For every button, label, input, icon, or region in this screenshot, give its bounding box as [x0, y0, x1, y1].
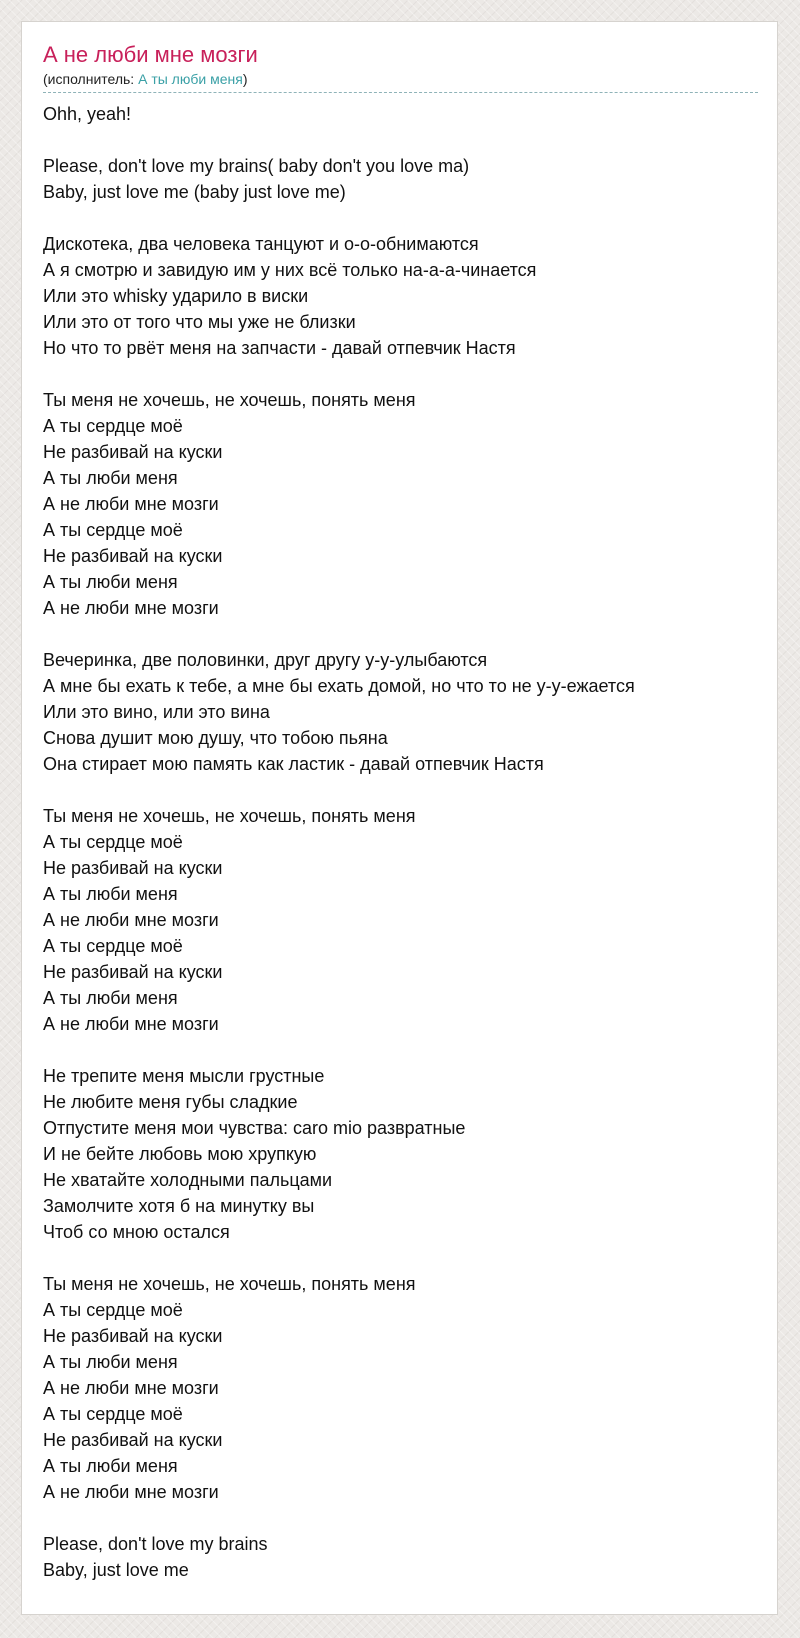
lyrics-line: Ты меня не хочешь, не хочешь, понять меня — [43, 390, 416, 410]
lyrics-line: Чтоб со мною остался — [43, 1222, 230, 1242]
artist-prefix: (исполнитель: — [43, 71, 139, 87]
artist-link[interactable]: А ты люби меня — [138, 71, 243, 87]
lyrics-line: А не люби мне мозги — [43, 1014, 219, 1034]
lyrics-line: Не разбивай на куски — [43, 1430, 223, 1450]
lyrics-line: А ты сердце моё — [43, 936, 183, 956]
lyrics-card — [21, 21, 778, 1615]
lyrics-line: Но что то рвёт меня на запчасти - давай отпевчик Настя — [43, 338, 516, 358]
lyrics-line: А не люби мне мозги — [43, 910, 219, 930]
lyrics-line: Не разбивай на куски — [43, 442, 223, 462]
lyrics-line: Вечеринка, две половинки, друг другу у-у-улыбаются — [43, 650, 488, 670]
lyrics-line: А не люби мне мозги — [43, 598, 219, 618]
page-title: А не люби мне мозги — [43, 42, 258, 67]
lyrics-line: Не разбивай на куски — [43, 858, 223, 878]
lyrics-line: Baby, just love me (baby just love me) — [43, 182, 346, 202]
lyrics-line: Она стирает мою память как ластик - давай отпевчик Настя — [43, 754, 544, 774]
lyrics-stanza — [43, 387, 758, 621]
lyrics-line: А ты сердце моё — [43, 1300, 183, 1320]
lyrics-line: Не хватайте холодными пальцами — [43, 1170, 333, 1190]
song-header — [43, 41, 758, 93]
lyrics-stanza — [43, 1271, 758, 1505]
lyrics-line: А не люби мне мозги — [43, 1482, 219, 1502]
lyrics-line: А ты люби меня — [43, 884, 178, 904]
lyrics-line: Замолчите хотя б на минутку вы — [43, 1196, 315, 1216]
lyrics-line: Baby, just love me — [43, 1560, 189, 1580]
lyrics-line: А не люби мне мозги — [43, 1378, 219, 1398]
lyrics-line: А ты люби меня — [43, 1352, 178, 1372]
lyrics-stanza — [43, 1063, 758, 1245]
lyrics-line: А ты люби меня — [43, 1456, 178, 1476]
lyrics-line: Или это вино, или это вина — [43, 702, 270, 722]
lyrics-line: Или это whisky ударило в виски — [43, 286, 309, 306]
lyrics-line: А ты сердце моё — [43, 1404, 183, 1424]
lyrics-line: Ты меня не хочешь, не хочешь, понять меня — [43, 1274, 416, 1294]
lyrics-line: И не бейте любовь мою хрупкую — [43, 1144, 317, 1164]
lyrics-line: Please, don't love my brains — [43, 1534, 268, 1554]
lyrics-line: Ohh, yeah! — [43, 104, 132, 124]
lyrics-line: А ты сердце моё — [43, 832, 183, 852]
lyrics-line: А я смотрю и завидую им у них всё только на-а-а-чинается — [43, 260, 537, 280]
lyrics-line: А не люби мне мозги — [43, 494, 219, 514]
lyrics-line: А ты люби меня — [43, 988, 178, 1008]
lyrics-line: А ты сердце моё — [43, 520, 183, 540]
lyrics-line: Или это от того что мы уже не близки — [43, 312, 356, 332]
lyrics-line: Дискотека, два человека танцуют и о-о-обнимаются — [43, 234, 479, 254]
lyrics-stanza — [43, 803, 758, 1037]
lyrics-stanza — [43, 153, 758, 205]
lyrics-line: Please, don't love my brains( baby don't you love ma) — [43, 156, 470, 176]
lyrics-line: А ты люби меня — [43, 572, 178, 592]
lyrics-stanza — [43, 1531, 758, 1583]
lyrics-line: Не трепите меня мысли грустные — [43, 1066, 325, 1086]
lyrics-line: Не разбивай на куски — [43, 1326, 223, 1346]
artist-line — [43, 70, 247, 88]
lyrics-line: Не любите меня губы сладкие — [43, 1092, 298, 1112]
lyrics-text — [43, 101, 758, 1609]
lyrics-stanza — [43, 101, 758, 127]
lyrics-line: Ты меня не хочешь, не хочешь, понять меня — [43, 806, 416, 826]
lyrics-line: А ты сердце моё — [43, 416, 183, 436]
lyrics-line: А ты люби меня — [43, 468, 178, 488]
lyrics-line: А мне бы ехать к тебе, а мне бы ехать домой, но что то не у-у-ежается — [43, 676, 635, 696]
artist-suffix: ) — [242, 71, 248, 87]
lyrics-line: Снова душит мою душу, что тобою пьяна — [43, 728, 388, 748]
lyrics-line: Не разбивай на куски — [43, 546, 223, 566]
lyrics-stanza — [43, 647, 758, 777]
lyrics-line: Не разбивай на куски — [43, 962, 223, 982]
lyrics-stanza — [43, 231, 758, 361]
lyrics-line: Отпустите меня мои чувства: caro mio развратные — [43, 1118, 466, 1138]
